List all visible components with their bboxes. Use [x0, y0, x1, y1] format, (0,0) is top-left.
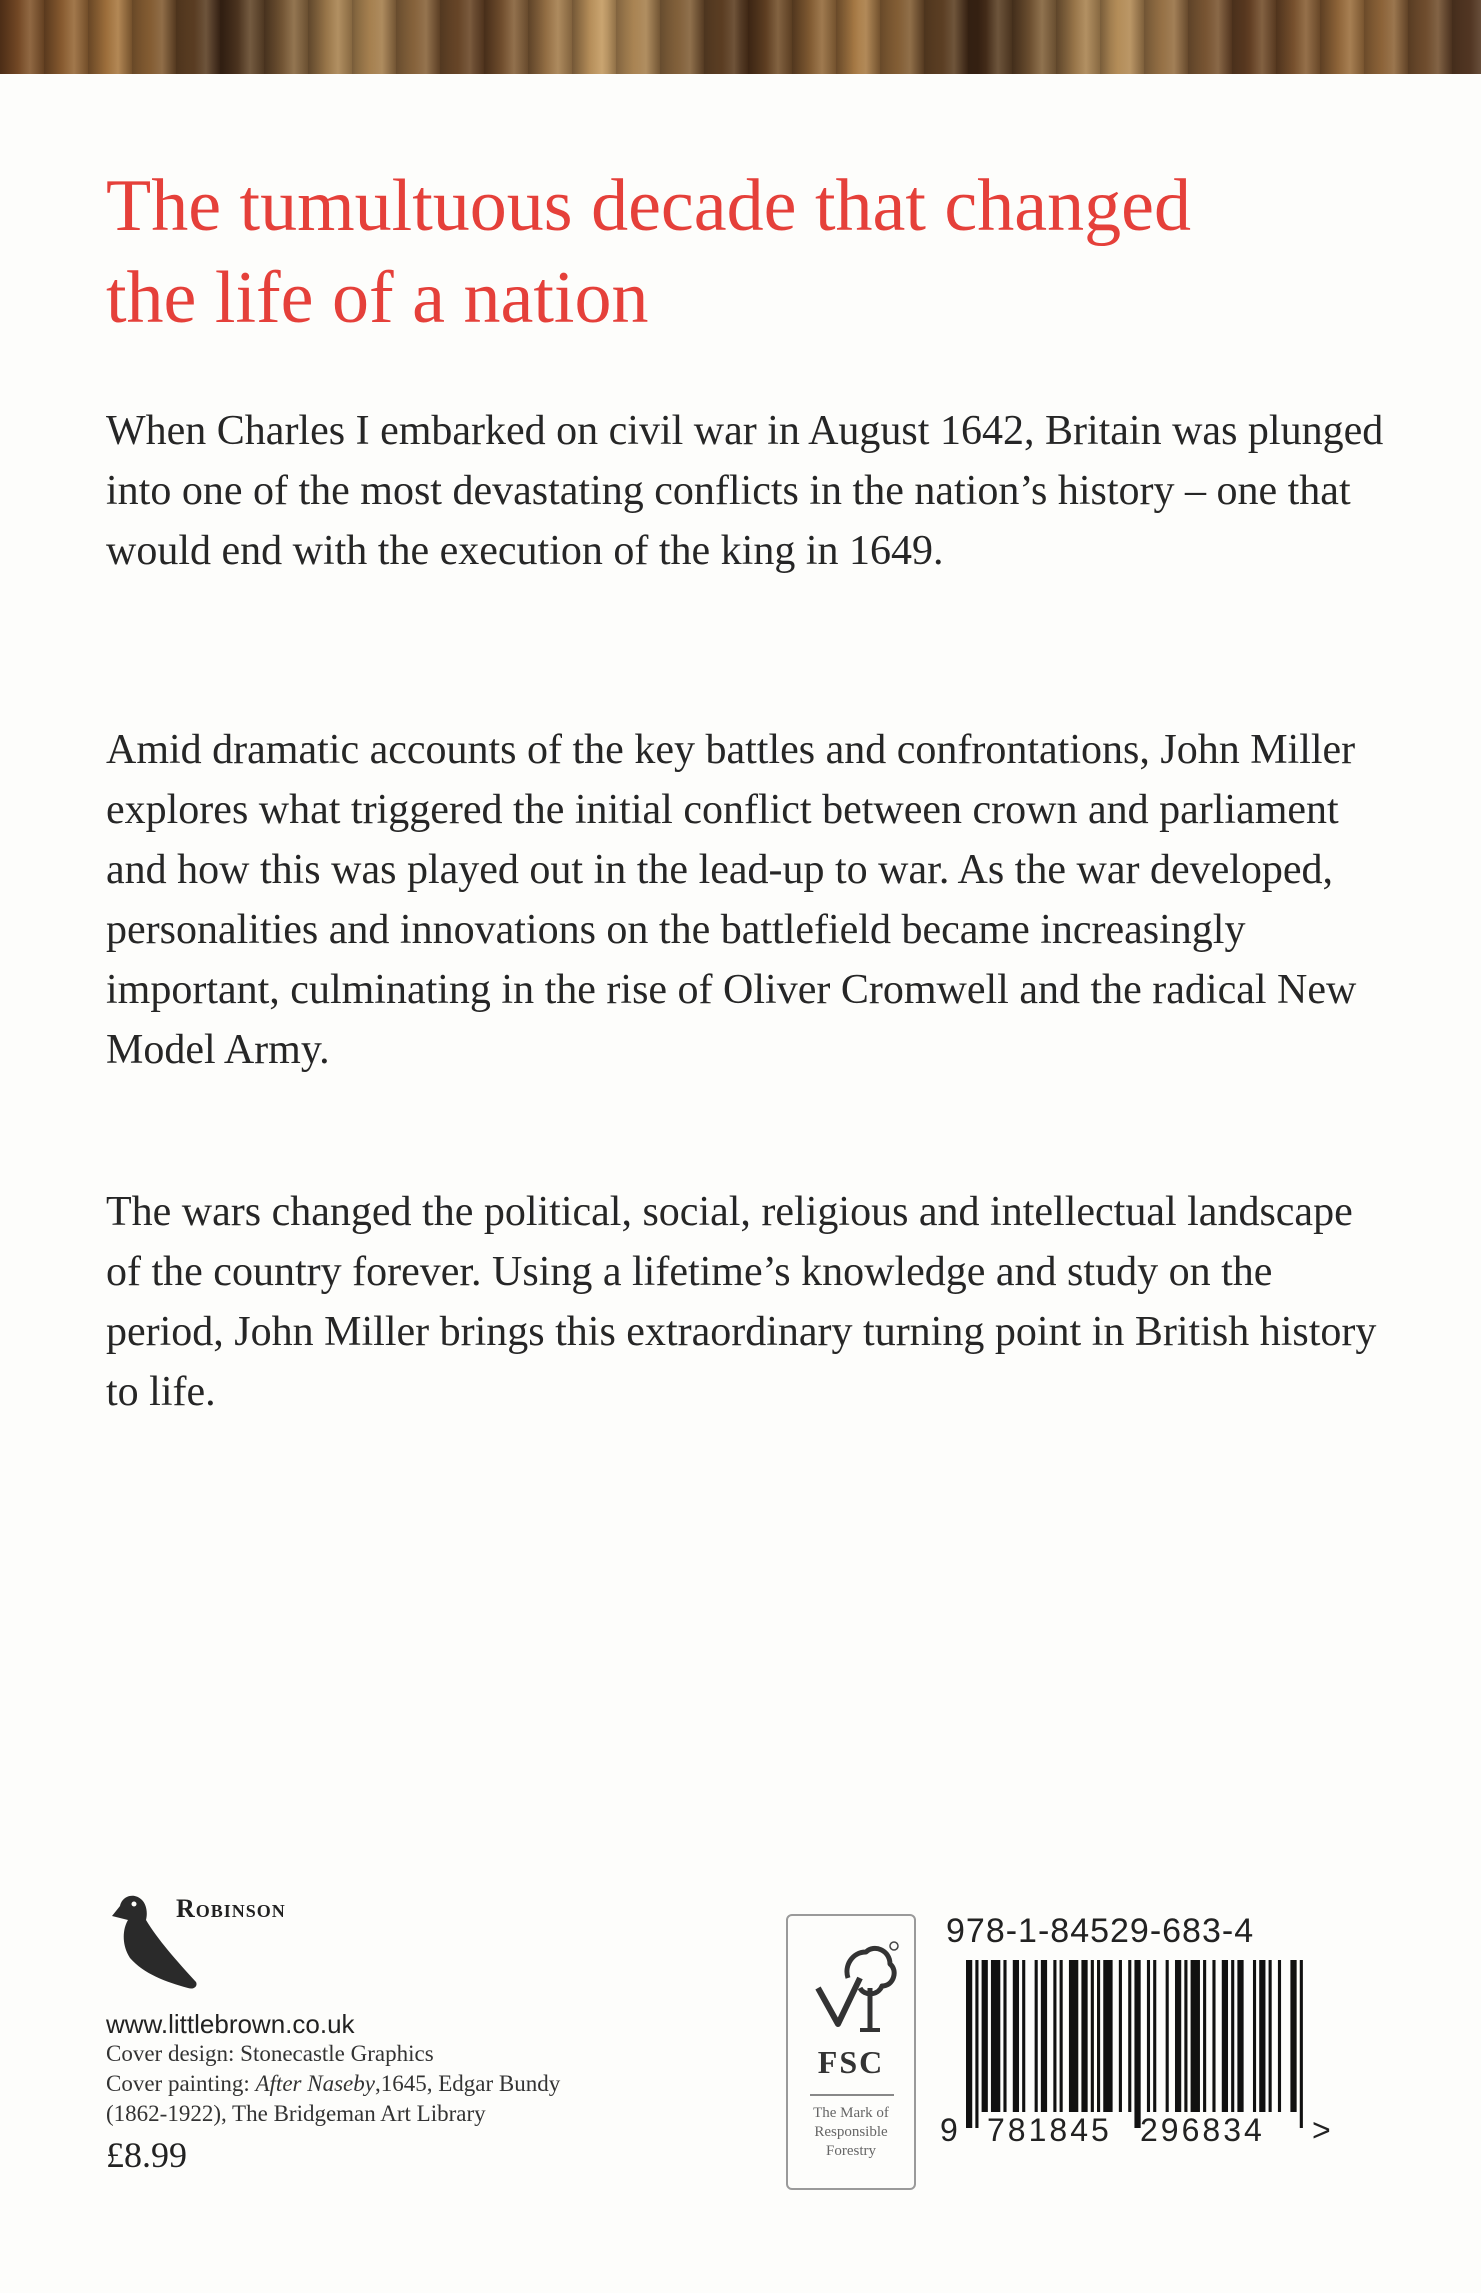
- ean-arrow: >: [1312, 2112, 1331, 2148]
- publisher-website[interactable]: www.littlebrown.co.uk: [106, 2009, 355, 2039]
- barcode-bar: [982, 1960, 988, 2112]
- barcode: [966, 1960, 1306, 2128]
- barcode-bar: [1191, 1960, 1200, 2112]
- barcode-bar: [1035, 1960, 1038, 2112]
- barcode-bar: [1175, 1960, 1181, 2112]
- painting-texture: [0, 0, 1481, 74]
- barcode-bar: [1103, 1960, 1112, 2112]
- barcode-bar: [1119, 1960, 1122, 2112]
- isbn-number: 978-1-84529-683-4: [946, 1912, 1255, 1950]
- barcode-bar: [1278, 1960, 1281, 2112]
- barcode-bar: [1290, 1960, 1296, 2112]
- barcode-bar: [1212, 1960, 1215, 2112]
- barcode-bar: [1259, 1960, 1265, 2112]
- painting-prefix: Cover painting:: [106, 2071, 256, 2096]
- headline: [106, 160, 1386, 344]
- barcode-bar: [966, 1960, 972, 2128]
- fsc-tree-check-icon: [808, 1938, 900, 2038]
- blurb-paragraph-3: The wars changed the political, social, religious and intellectual landscape of the country forever. Using a lifetime’s knowledge and study on the period, John Miller brings this extraordinary turning point in British history to life.: [106, 1189, 1377, 1415]
- barcode-bar: [1069, 1960, 1078, 2112]
- barcode-bar: [1166, 1960, 1169, 2112]
- blurb-paragraph-1: When Charles I embarked on civil war in August 1642, Britain was plunged into one of the most devastating conflicts in the nation’s history – one that would end with the execution of the king in 1649.: [106, 408, 1384, 574]
- ean-right-digits: 296834: [1140, 2112, 1265, 2148]
- barcode-bar: [1153, 1960, 1156, 2112]
- fsc-text: FSC: [817, 2044, 885, 2080]
- fsc-divider: [810, 2094, 894, 2096]
- barcode-bar: [1300, 1960, 1303, 2128]
- barcode-bar: [1022, 1960, 1025, 2112]
- price: £8.99: [106, 2135, 187, 2175]
- barcode-bar: [991, 1960, 1000, 2112]
- barcode-bar: [1222, 1960, 1228, 2112]
- publisher-name: Robinson: [176, 1894, 286, 1923]
- barcode-bar: [1060, 1960, 1063, 2112]
- barcode-bar: [1081, 1960, 1087, 2112]
- barcode-bar: [1237, 1960, 1243, 2112]
- cover-painting-credit-line-2: (1862-1922), The Bridgeman Art Library: [106, 2101, 486, 2126]
- barcode-bar: [1053, 1960, 1056, 2112]
- painting-title: After Naseby: [255, 2071, 375, 2096]
- fsc-label: [786, 1914, 916, 2190]
- barcode-bar: [1231, 1960, 1234, 2112]
- cover-design-credit: Cover design: Stonecastle Graphics: [106, 2041, 434, 2066]
- headline-line-2: the life of a nation: [106, 257, 649, 339]
- barcode-bar: [1013, 1960, 1019, 2112]
- cover-painting-credit: [106, 2069, 666, 2099]
- barcode-bar: [1203, 1960, 1206, 2112]
- barcode-bar: [1134, 1960, 1140, 2128]
- cover-painting-strip: [0, 0, 1481, 74]
- barcode-bar: [1091, 1960, 1094, 2112]
- headline-line-1: The tumultuous decade that changed: [106, 165, 1191, 247]
- blurb-paragraph-2: Amid dramatic accounts of the key battles and confrontations, John Miller explores what triggered the initial conflict between crown and parliament and how this was played out in the lead-up to war. As the war developed, personalities and innovations on the battlefield became increasingly important, culminating in the rise of Oliver Cromwell and the radical New Model Army.: [106, 727, 1357, 1073]
- fsc-mark-line-1: The Mark of: [813, 2105, 889, 2121]
- painting-suffix: ,1645, Edgar Bundy: [374, 2071, 561, 2096]
- barcode-bar: [1128, 1960, 1131, 2112]
- fsc-mark-text: [788, 2104, 914, 2161]
- barcode-bar: [1253, 1960, 1256, 2112]
- barcode-bar: [975, 1960, 978, 2128]
- barcode-bar: [1269, 1960, 1272, 2112]
- barcode-bar: [1041, 1960, 1047, 2112]
- fsc-mark-line-3: Forestry: [826, 2143, 876, 2159]
- barcode-bar: [1097, 1960, 1100, 2112]
- barcode-bar: [1003, 1960, 1006, 2112]
- credits: [106, 2009, 666, 2179]
- fsc-mark-line-2: Responsible: [814, 2124, 888, 2140]
- ean-left-digits: 781845: [987, 2112, 1112, 2148]
- ean-first-digit: 9: [940, 2112, 958, 2148]
- barcode-bar: [1184, 1960, 1187, 2112]
- barcode-bar: [1147, 1960, 1150, 2112]
